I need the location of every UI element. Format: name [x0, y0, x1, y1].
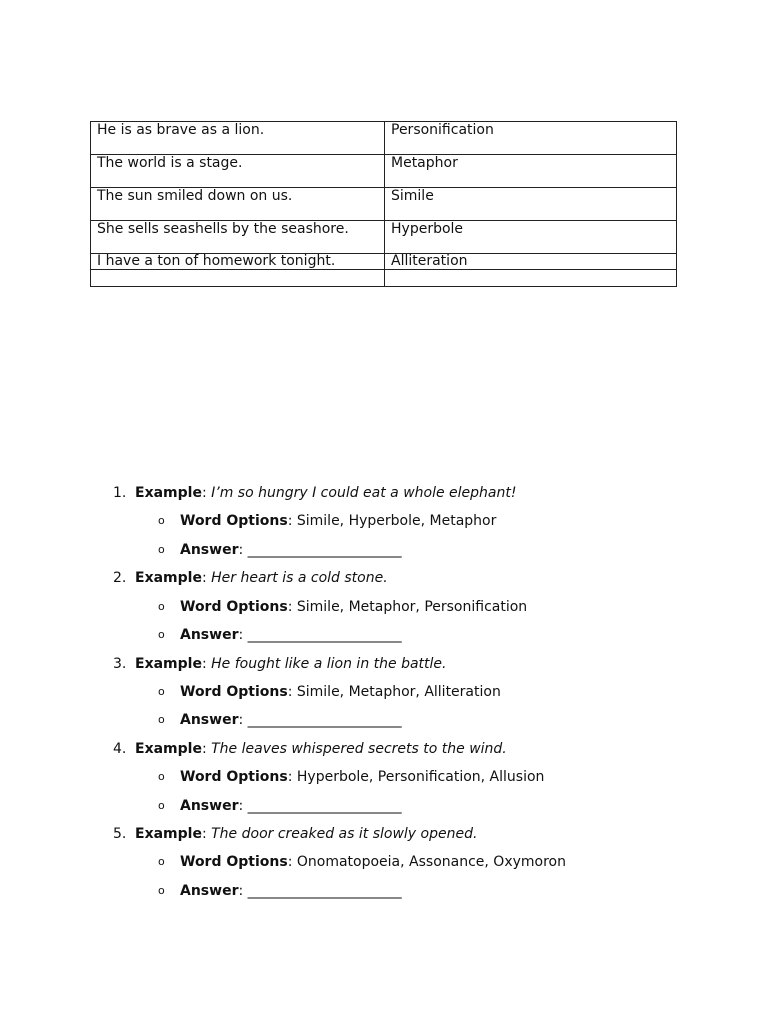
answer-blank[interactable]: ______________________: [247, 542, 402, 558]
word-options-label: Word Options: [180, 684, 288, 700]
example-cell: The sun smiled down on us.: [91, 188, 385, 221]
question-item: 2. Example: Her heart is a cold stone.: [113, 570, 388, 586]
question-item: 4. Example: The leaves whispered secrets to the wind.: [113, 741, 507, 757]
device-cell: Alliteration: [385, 254, 677, 270]
example-text: Her heart is a cold stone.: [211, 570, 388, 586]
table-row: [91, 254, 677, 270]
table-row: [91, 221, 677, 254]
example-label: Example: [135, 656, 202, 672]
example-cell: I have a ton of homework tonight.: [91, 254, 385, 270]
word-options-label: Word Options: [180, 769, 288, 785]
table-row: [91, 122, 677, 155]
example-cell: She sells seashells by the seashore.: [91, 221, 385, 254]
table-row-empty: [91, 270, 677, 287]
empty-cell: [91, 270, 385, 287]
empty-cell: [385, 270, 677, 287]
word-options-text: Hyperbole, Personification, Allusion: [296, 769, 545, 785]
device-cell: Simile: [385, 188, 677, 221]
word-options-line: o Word Options: Simile, Metaphor, Personification: [158, 599, 528, 615]
question-item: 1. Example: I’m so hungry I could eat a whole elephant!: [113, 485, 517, 501]
answer-line: o Answer: ______________________: [158, 883, 402, 899]
question-number: 4.: [113, 741, 127, 757]
example-label: Example: [135, 826, 202, 842]
answer-label: Answer: [180, 798, 239, 814]
bullet-icon: o: [158, 770, 165, 783]
answer-label: Answer: [180, 883, 239, 899]
bullet-icon: o: [158, 600, 165, 613]
question-number: 5.: [113, 826, 127, 842]
bullet-icon: o: [158, 884, 165, 897]
answer-blank[interactable]: ______________________: [247, 798, 402, 814]
word-options-label: Word Options: [180, 513, 288, 529]
device-cell: Personification: [385, 122, 677, 155]
example-text: I’m so hungry I could eat a whole elephant!: [211, 485, 517, 501]
example-label: Example: [135, 570, 202, 586]
bullet-icon: o: [158, 713, 165, 726]
example-cell: The world is a stage.: [91, 155, 385, 188]
example-text: He fought like a lion in the battle.: [211, 656, 447, 672]
question-item: 5. Example: The door creaked as it slowly opened.: [113, 826, 478, 842]
question-number: 3.: [113, 656, 127, 672]
question-number: 2.: [113, 570, 127, 586]
bullet-icon: o: [158, 855, 165, 868]
word-options-line: o Word Options: Hyperbole, Personification, Allusion: [158, 769, 545, 785]
answer-line: o Answer: ______________________: [158, 712, 402, 728]
word-options-label: Word Options: [180, 599, 288, 615]
example-text: The leaves whispered secrets to the wind.: [211, 741, 507, 757]
answer-label: Answer: [180, 542, 239, 558]
word-options-text: Onomatopoeia, Assonance, Oxymoron: [296, 854, 566, 870]
question-number: 1.: [113, 485, 127, 501]
answer-line: o Answer: ______________________: [158, 798, 402, 814]
word-options-text: Simile, Metaphor, Personification: [296, 599, 528, 615]
answer-blank[interactable]: ______________________: [247, 627, 402, 643]
matching-table: [90, 121, 677, 287]
bullet-icon: o: [158, 628, 165, 641]
device-cell: Metaphor: [385, 155, 677, 188]
example-label: Example: [135, 741, 202, 757]
answer-line: o Answer: ______________________: [158, 627, 402, 643]
word-options-text: Simile, Hyperbole, Metaphor: [296, 513, 497, 529]
question-item: 3. Example: He fought like a lion in the battle.: [113, 656, 447, 672]
word-options-line: o Word Options: Onomatopoeia, Assonance, Oxymoron: [158, 854, 566, 870]
bullet-icon: o: [158, 799, 165, 812]
word-options-line: o Word Options: Simile, Metaphor, Alliteration: [158, 684, 501, 700]
bullet-icon: o: [158, 514, 165, 527]
answer-line: o Answer: ______________________: [158, 542, 402, 558]
word-options-line: o Word Options: Simile, Hyperbole, Metaphor: [158, 513, 497, 529]
answer-blank[interactable]: ______________________: [247, 712, 402, 728]
bullet-icon: o: [158, 543, 165, 556]
example-cell: He is as brave as a lion.: [91, 122, 385, 155]
table-row: [91, 155, 677, 188]
answer-blank[interactable]: ______________________: [247, 883, 402, 899]
word-options-text: Simile, Metaphor, Alliteration: [296, 684, 501, 700]
example-text: The door creaked as it slowly opened.: [211, 826, 478, 842]
answer-label: Answer: [180, 627, 239, 643]
device-cell: Hyperbole: [385, 221, 677, 254]
table-row: [91, 188, 677, 221]
word-options-label: Word Options: [180, 854, 288, 870]
example-label: Example: [135, 485, 202, 501]
answer-label: Answer: [180, 712, 239, 728]
bullet-icon: o: [158, 685, 165, 698]
